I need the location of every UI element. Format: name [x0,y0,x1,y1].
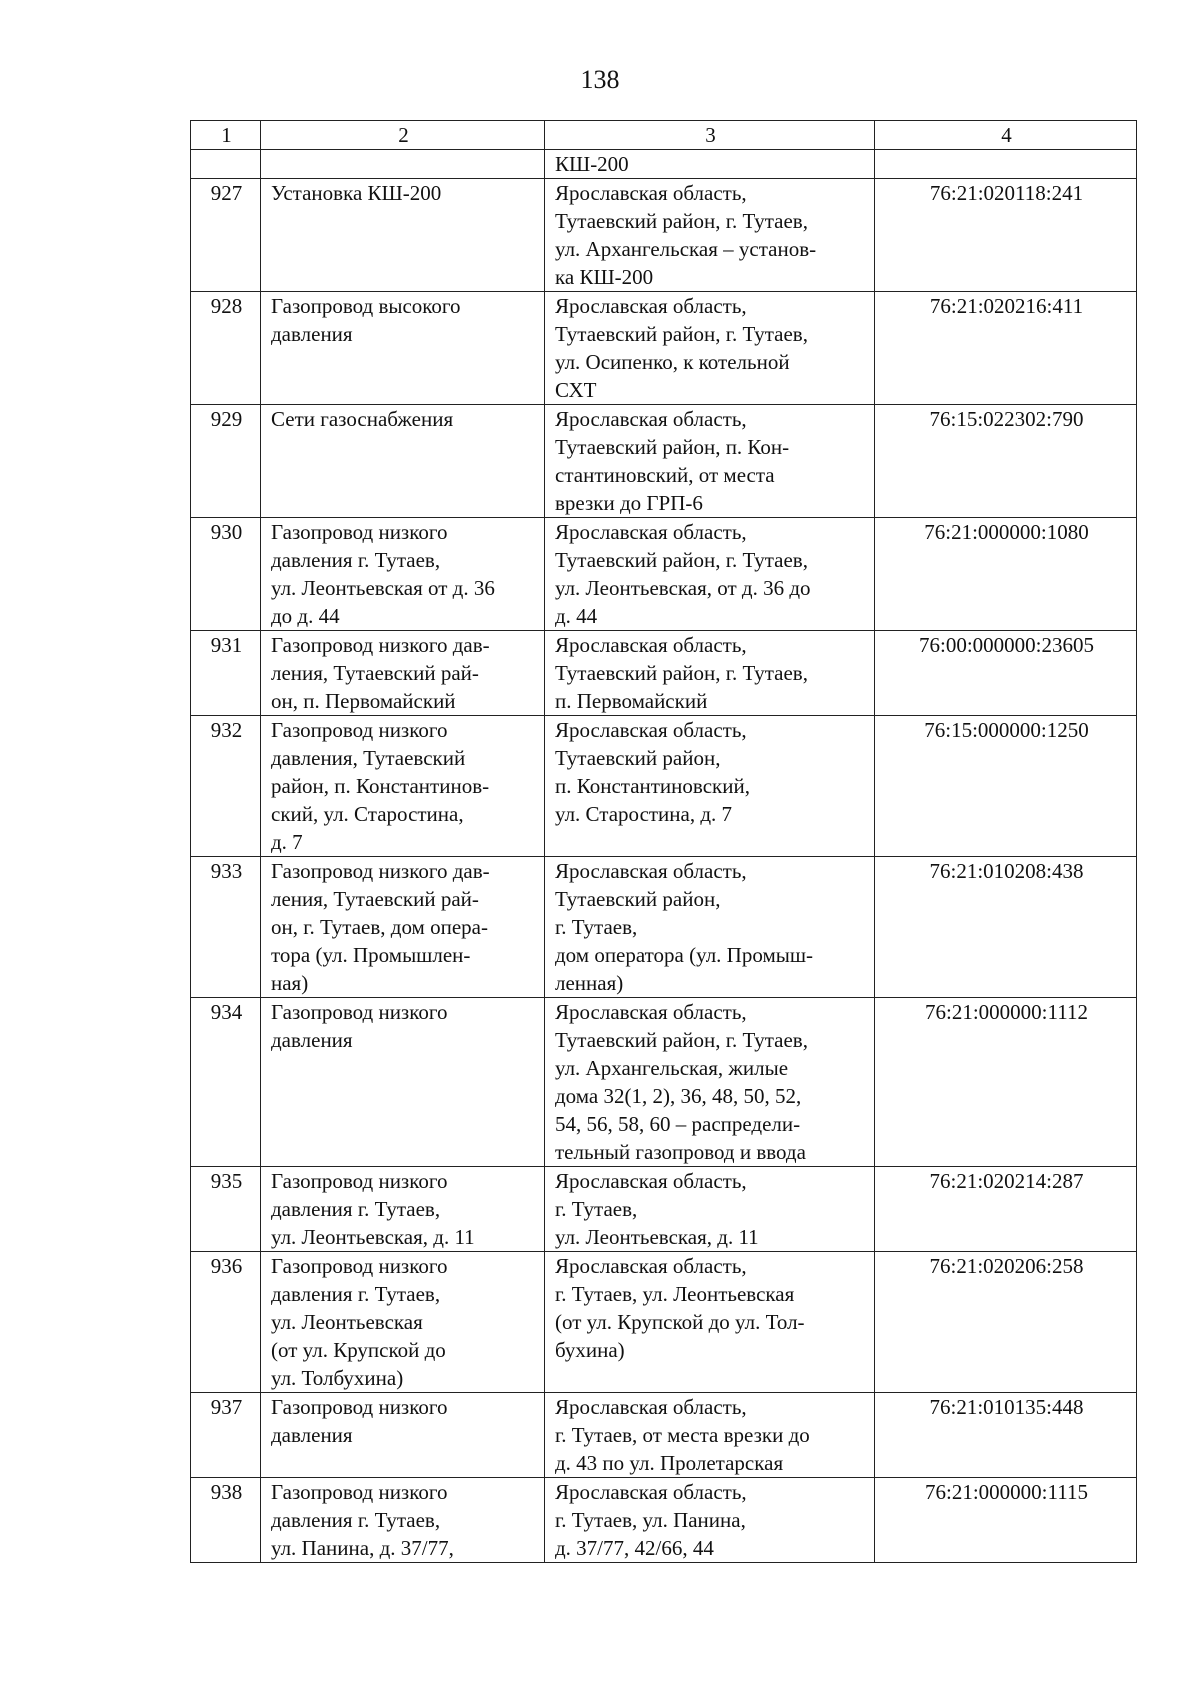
table-row [191,1393,1137,1478]
table-row [191,1252,1137,1393]
table-row [191,292,1137,405]
object-name: Газопровод низкого давления г. Тутаев, ул. Леонтьевская от д. 36 до д. 44 [261,518,545,631]
table-header-row [191,121,1137,150]
table-row [191,857,1137,998]
table-row [191,1478,1137,1563]
object-name: Газопровод высокого давления [261,292,545,405]
row-number: 930 [191,518,261,631]
table-row [191,631,1137,716]
object-name: Газопровод низкого давления г. Тутаев, ул. Панина, д. 37/77, [261,1478,545,1563]
object-name: Установка КШ-200 [261,179,545,292]
cadastral-number: 76:21:010135:448 [875,1393,1137,1478]
object-address: Ярославская область, Тутаевский район, г. Тутаев, п. Первомайский [545,631,875,716]
cadastral-number: 76:21:020118:241 [875,179,1137,292]
row-number: 927 [191,179,261,292]
object-address: Ярославская область, Тутаевский район, г. Тутаев, ул. Леонтьевская, от д. 36 до д. 44 [545,518,875,631]
table-row [191,179,1137,292]
column-header-1: 1 [191,121,261,150]
object-name: Газопровод низкого давления [261,1393,545,1478]
cadastral-number [875,150,1137,179]
column-header-2: 2 [261,121,545,150]
row-number: 937 [191,1393,261,1478]
object-address: Ярославская область, г. Тутаев, ул. Леонтьевская (от ул. Крупской до ул. Тол- бухина) [545,1252,875,1393]
table-row [191,1167,1137,1252]
cadastral-number: 76:21:000000:1080 [875,518,1137,631]
object-address: Ярославская область, Тутаевский район, г. Тутаев, ул. Архангельская, жилые дома 32(1, 2), 36, 48, 50, 52, 54, 56, 58, 60 – распредели- тельный газопровод и ввода [545,998,875,1167]
table-row [191,518,1137,631]
cadastral-number: 76:21:000000:1112 [875,998,1137,1167]
row-number: 932 [191,716,261,857]
object-address: Ярославская область, Тутаевский район, п. Кон- стантиновский, от места врезки до ГРП-6 [545,405,875,518]
row-number: 929 [191,405,261,518]
row-number: 931 [191,631,261,716]
page-number: 138 [580,65,620,94]
object-address: Ярославская область, Тутаевский район, г. Тутаев, дом оператора (ул. Промыш- ленная) [545,857,875,998]
row-number: 934 [191,998,261,1167]
table-row [191,716,1137,857]
object-address: Ярославская область, г. Тутаев, ул. Панина, д. 37/77, 42/66, 44 [545,1478,875,1563]
object-address: Ярославская область, Тутаевский район, г. Тутаев, ул. Осипенко, к котельной СХТ [545,292,875,405]
object-name [261,150,545,179]
cadastral-number: 76:21:020206:258 [875,1252,1137,1393]
object-name: Сети газоснабжения [261,405,545,518]
cadastral-number: 76:21:000000:1115 [875,1478,1137,1563]
row-number: 933 [191,857,261,998]
cadastral-number: 76:21:020214:287 [875,1167,1137,1252]
object-name: Газопровод низкого дав- ления, Тутаевский рай- он, п. Первомайский [261,631,545,716]
object-address: Ярославская область, Тутаевский район, г. Тутаев, ул. Архангельская – установ- ка КШ-200 [545,179,875,292]
column-header-3: 3 [545,121,875,150]
object-name: Газопровод низкого давления г. Тутаев, ул. Леонтьевская, д. 11 [261,1167,545,1252]
row-number [191,150,261,179]
object-address: Ярославская область, г. Тутаев, от места врезки до д. 43 по ул. Пролетарская [545,1393,875,1478]
registry-table-body [191,121,1137,1563]
cadastral-number: 76:15:022302:790 [875,405,1137,518]
row-number: 936 [191,1252,261,1393]
object-name: Газопровод низкого давления, Тутаевский район, п. Константинов- ский, ул. Старостина, д. 7 [261,716,545,857]
table-row [191,150,1137,179]
cadastral-number: 76:21:010208:438 [875,857,1137,998]
table-row [191,998,1137,1167]
row-number: 938 [191,1478,261,1563]
cadastral-number: 76:00:000000:23605 [875,631,1137,716]
table-row [191,405,1137,518]
row-number: 928 [191,292,261,405]
object-address: Ярославская область, г. Тутаев, ул. Леонтьевская, д. 11 [545,1167,875,1252]
object-address: Ярославская область, Тутаевский район, п. Константиновский, ул. Старостина, д. 7 [545,716,875,857]
cadastral-number: 76:21:020216:411 [875,292,1137,405]
row-number: 935 [191,1167,261,1252]
object-name: Газопровод низкого дав- ления, Тутаевский рай- он, г. Тутаев, дом опера- тора (ул. Промышлен- ная) [261,857,545,998]
object-name: Газопровод низкого давления г. Тутаев, ул. Леонтьевская (от ул. Крупской до ул. Толбухина) [261,1252,545,1393]
registry-table [190,120,1137,1563]
column-header-4: 4 [875,121,1137,150]
object-address: КШ-200 [545,150,875,179]
object-name: Газопровод низкого давления [261,998,545,1167]
cadastral-number: 76:15:000000:1250 [875,716,1137,857]
